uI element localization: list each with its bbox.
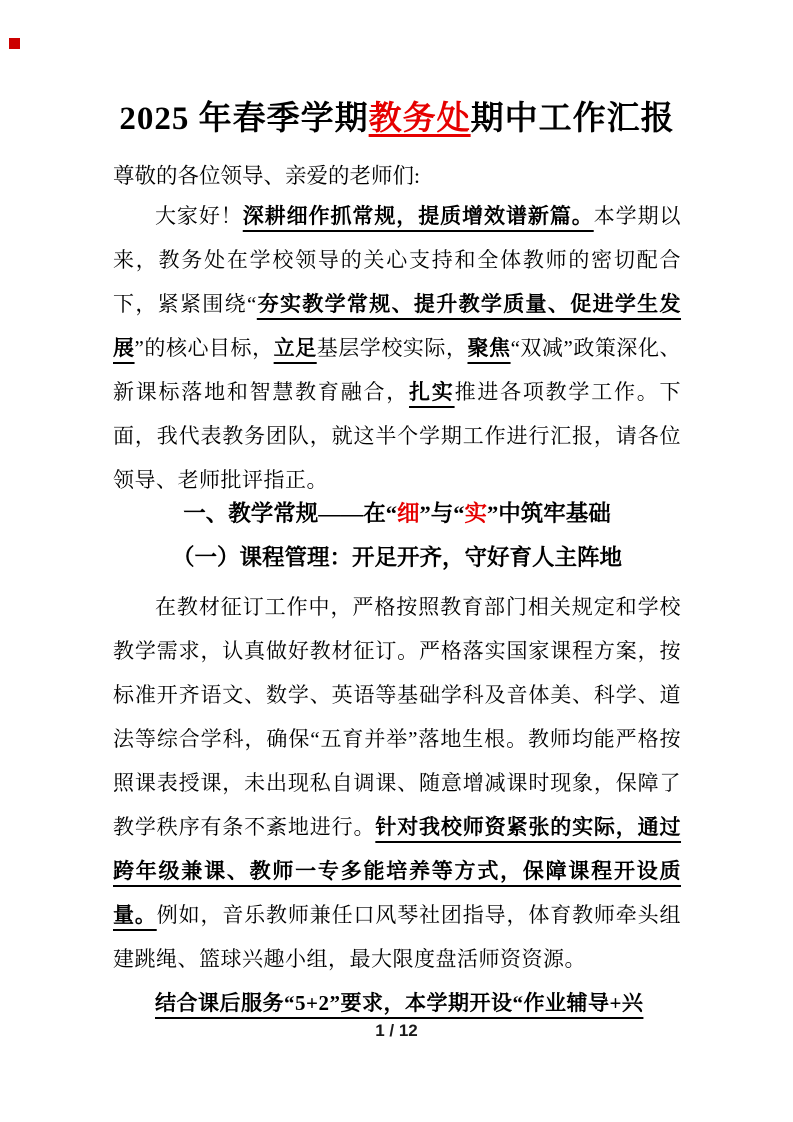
document-top-section xyxy=(113,94,681,502)
text-segment: 推进各项教学工作。下面，我代表教务团队，就这半个学期工作进行汇报，请各位领导、老师批评指正。 xyxy=(113,380,682,492)
text-segment: 期中工作汇报 xyxy=(470,101,675,137)
page-number: 1 / 12 xyxy=(375,1021,418,1040)
text-segment: ”中筑牢基础 xyxy=(487,501,611,526)
text-segment: 针对我校师资紧张的实际，通过跨年级兼课、教师一专多能培养等方式，保障课程开设质量。 xyxy=(113,815,682,927)
text-segment: 本学期以来，教务处在学校领导的关心支持和全体教师的密切配合下，紧紧围绕“ xyxy=(113,204,682,316)
red-annotation-marker xyxy=(9,38,20,49)
text-segment: 扎实 xyxy=(409,380,455,404)
text-segment: 夯实教学常规、提升教学质量、促进学生发展 xyxy=(113,292,682,360)
text-segment: ”的核心目标， xyxy=(134,336,274,360)
text-segment: 在教材征订工作中，严格按照教育部门相关规定和学校教学需求，认真做好教材征订。严格落实国家课程方案，按标准开齐语文、数学、英语等基础学科及音体美、科学、道法等综合学科，确保“五育并举”落地生根。教师均能严格按照课表授课，未出现私自调课、随意增减课时现象，保障了教学秩序有条不紊地进行。 xyxy=(113,595,681,839)
text-segment: 实 xyxy=(464,501,488,526)
text-segment: 立足 xyxy=(273,336,317,360)
intro-paragraph xyxy=(113,194,681,502)
text-segment: 深耕细作抓常规，提质增效谱新篇。 xyxy=(242,204,594,228)
text-segment: 基层学校实际， xyxy=(316,336,468,360)
text-segment: 例如，音乐教师兼任口风琴社团指导，体育教师牵头组建跳绳、篮球兴趣小组，最大限度盘活师资资源。 xyxy=(113,903,682,971)
document-title xyxy=(113,94,681,144)
text-segment: 2025 年春季学期 xyxy=(119,101,369,137)
text-segment: “双减”政策深化、新课标落地和智慧教育融合， xyxy=(113,336,682,404)
text-segment: 细 xyxy=(396,501,420,526)
text-segment: 大家好！ xyxy=(155,204,243,228)
body-paragraph-after-school-service xyxy=(113,981,681,1025)
text-segment: 一、教学常规——在“ xyxy=(183,501,397,526)
text-segment: 教务处 xyxy=(368,101,471,137)
section-heading-1-1: （一）课程管理：开足开齐，守好育人主阵地 xyxy=(171,545,622,570)
text-segment: 聚焦 xyxy=(467,336,511,360)
body-paragraph-course-management xyxy=(113,585,681,981)
salutation-line: 尊敬的各位领导、亲爱的老师们: xyxy=(113,164,420,188)
section-heading-1 xyxy=(113,492,681,536)
text-segment: ”与“ xyxy=(419,501,465,526)
document-body-section xyxy=(113,492,681,1025)
text-segment: 结合课后服务“5+2”要求，本学期开设“作业辅导+兴 xyxy=(155,991,644,1015)
